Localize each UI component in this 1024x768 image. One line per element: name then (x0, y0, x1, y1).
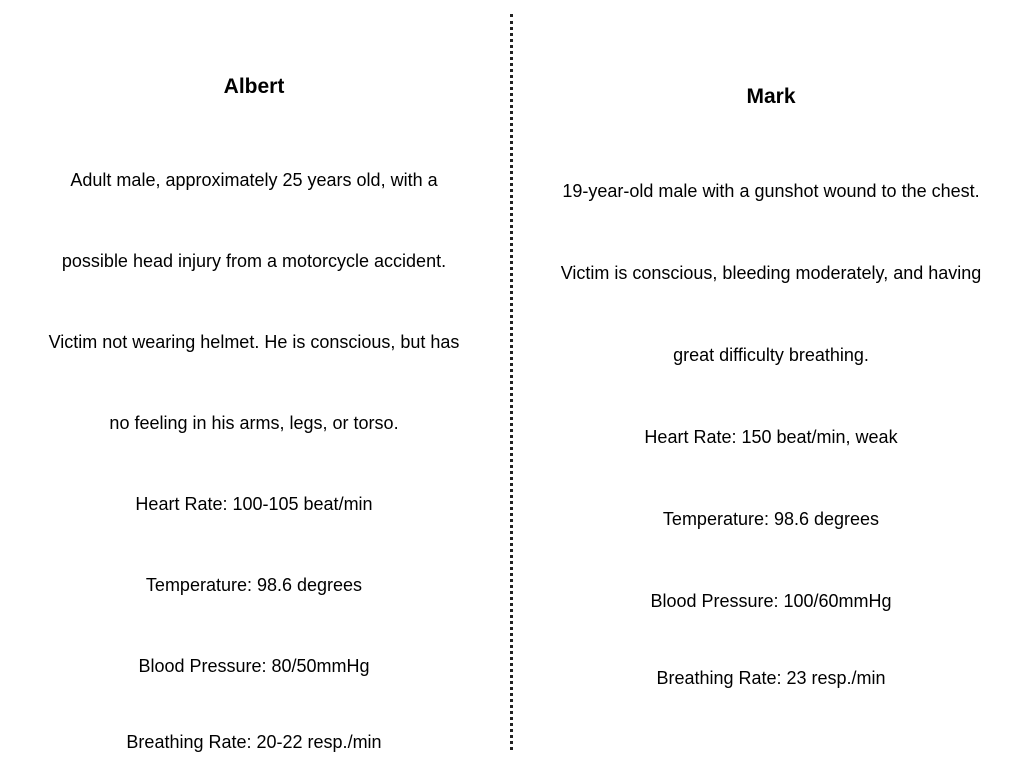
albert-temperature: Temperature: 98.6 degrees (145, 575, 363, 595)
dotted-column-divider (510, 14, 513, 750)
albert-description-line-1: Adult male, approximately 25 years old, with a (70, 170, 438, 190)
albert-heart-rate: Heart Rate: 100-105 beat/min (135, 494, 373, 514)
mark-title: Mark (746, 85, 796, 108)
mark-breathing-rate: Breathing Rate: 23 resp./min (656, 668, 886, 688)
mark-description-line-1: 19-year-old male with a gunshot wound to the chest. (562, 181, 980, 201)
albert-blood-pressure: Blood Pressure: 80/50mmHg (138, 656, 370, 676)
mark-heart-rate: Heart Rate: 150 beat/min, weak (644, 427, 898, 447)
mark-description-line-3: great difficulty breathing. (673, 345, 869, 365)
albert-description-line-3: Victim not wearing helmet. He is conscious, but has (48, 332, 460, 352)
albert-description-line-4: no feeling in his arms, legs, or torso. (109, 413, 399, 433)
albert-title: Albert (223, 75, 285, 98)
albert-description-line-2: possible head injury from a motorcycle accident. (61, 251, 447, 271)
mark-blood-pressure: Blood Pressure: 100/60mmHg (650, 591, 892, 611)
mark-description-line-2: Victim is conscious, bleeding moderately, and having (560, 263, 982, 283)
mark-temperature: Temperature: 98.6 degrees (662, 509, 880, 529)
albert-breathing-rate: Breathing Rate: 20-22 resp./min (126, 732, 382, 752)
